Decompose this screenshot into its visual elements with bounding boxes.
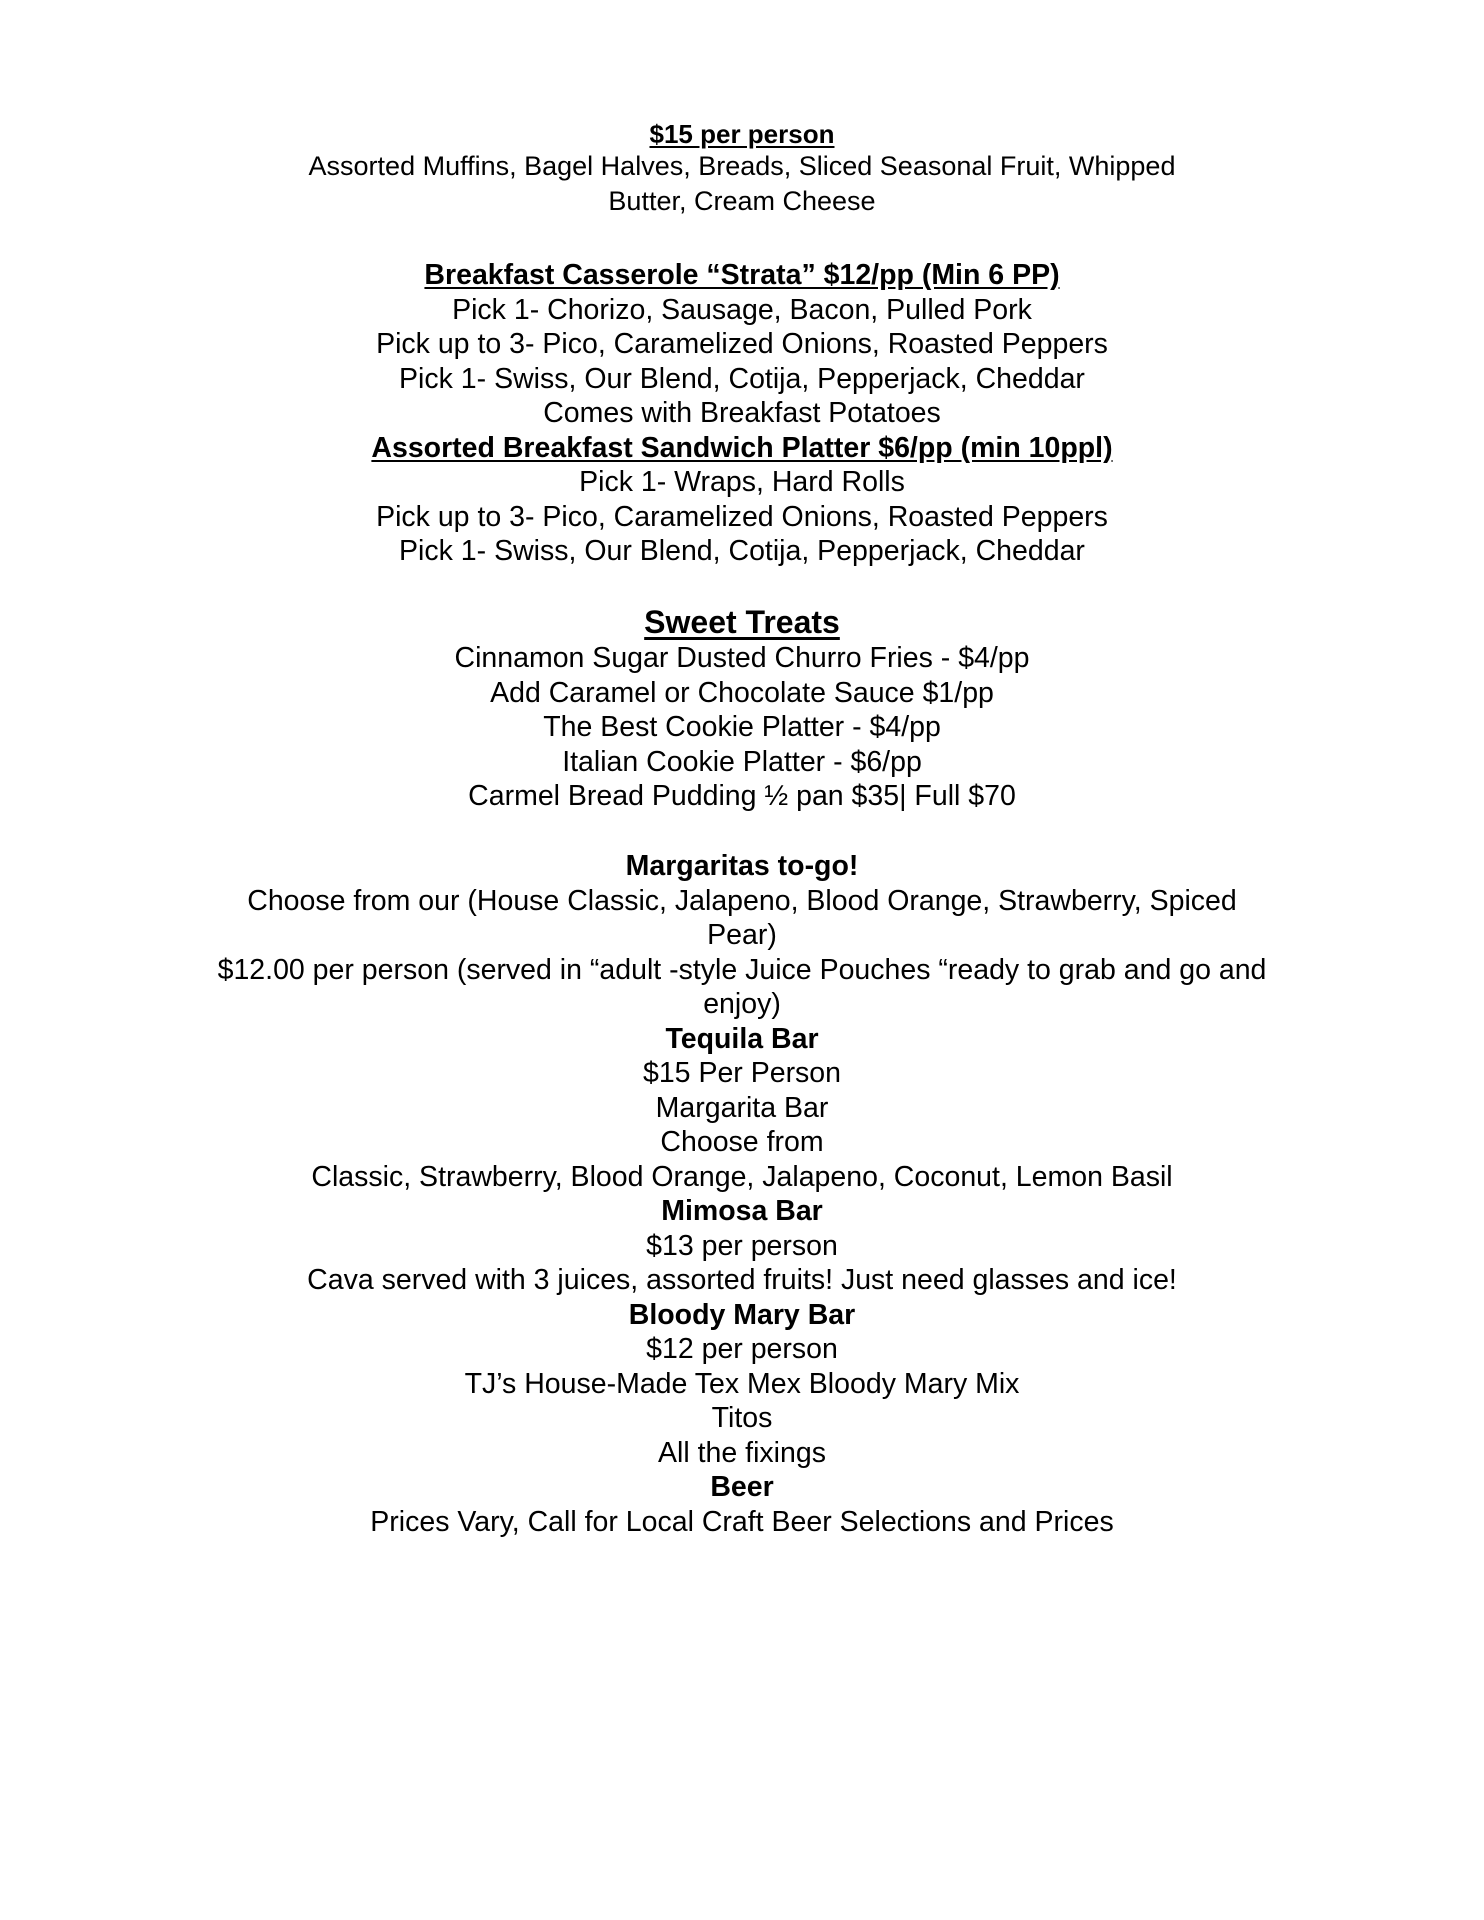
bloody-mary-bar-line: TJ’s House-Made Tex Mex Bloody Mary Mix bbox=[464, 1367, 1020, 1400]
bloody-mary-bar-line: All the fixings bbox=[658, 1436, 826, 1469]
casserole-line: Pick up to 3- Pico, Caramelized Onions, Roasted Peppers bbox=[376, 328, 1108, 360]
casserole-line: Pick 1- Chorizo, Sausage, Bacon, Pulled Pork bbox=[452, 293, 1032, 326]
margaritas-choose-text: Choose from our (House Classic, Jalapeno, Blood Orange, Strawberry, Spiced Pear) bbox=[247, 884, 1237, 951]
tequila-bar-heading: Tequila Bar bbox=[665, 1022, 819, 1055]
sweet-treat-item: The Best Cookie Platter - $4/pp bbox=[543, 711, 941, 743]
beer-heading: Beer bbox=[710, 1471, 774, 1503]
continental-description-line: Butter, Cream Cheese bbox=[608, 186, 876, 216]
tequila-bar-line: Choose from bbox=[660, 1126, 824, 1158]
sweet-treats-heading: Sweet Treats bbox=[644, 604, 840, 640]
continental-section bbox=[160, 119, 1324, 219]
drinks-section bbox=[160, 849, 1324, 1539]
continental-description-line: Assorted Muffins, Bagel Halves, Breads, Sliced Seasonal Fruit, Whipped bbox=[308, 151, 1176, 181]
bloody-mary-bar-line: Titos bbox=[711, 1402, 773, 1434]
casserole-line: Pick 1- Swiss, Our Blend, Cotija, Pepperjack, Cheddar bbox=[399, 362, 1085, 395]
sandwich-line: Pick 1- Wraps, Hard Rolls bbox=[579, 466, 905, 498]
tequila-bar-line: $15 Per Person bbox=[642, 1057, 842, 1089]
casserole-section bbox=[160, 258, 1324, 569]
continental-price-heading: $15 per person bbox=[649, 119, 835, 149]
casserole-heading: Breakfast Casserole “Strata” $12/pp (Min 6 PP) bbox=[424, 259, 1060, 291]
beer-line: Prices Vary, Call for Local Craft Beer Selections and Prices bbox=[370, 1505, 1114, 1538]
sweet-treats-section bbox=[160, 603, 1324, 814]
casserole-line: Comes with Breakfast Potatoes bbox=[543, 397, 941, 429]
bloody-mary-bar-line: $12 per person bbox=[646, 1333, 838, 1365]
sandwich-line: Pick up to 3- Pico, Caramelized Onions, Roasted Peppers bbox=[376, 500, 1108, 533]
tequila-bar-line: Classic, Strawberry, Blood Orange, Jalapeno, Coconut, Lemon Basil bbox=[311, 1160, 1173, 1193]
sweet-treat-item: Add Caramel or Chocolate Sauce $1/pp bbox=[490, 676, 994, 709]
mimosa-bar-line: Cava served with 3 juices, assorted fruits! Just need glasses and ice! bbox=[307, 1264, 1177, 1296]
margaritas-heading: Margaritas to-go! bbox=[625, 850, 859, 882]
tequila-bar-line: Margarita Bar bbox=[655, 1091, 829, 1124]
sweet-treat-item: Italian Cookie Platter - $6/pp bbox=[562, 745, 922, 778]
mimosa-bar-line: $13 per person bbox=[646, 1229, 838, 1262]
bloody-mary-bar-heading: Bloody Mary Bar bbox=[628, 1298, 856, 1331]
sweet-treat-item: Cinnamon Sugar Dusted Churro Fries - $4/pp bbox=[454, 642, 1030, 674]
mimosa-bar-heading: Mimosa Bar bbox=[661, 1195, 823, 1227]
sandwich-heading: Assorted Breakfast Sandwich Platter $6/pp (min 10ppl) bbox=[371, 431, 1113, 464]
sweet-treat-item: Carmel Bread Pudding ½ pan $35| Full $70 bbox=[468, 780, 1016, 812]
sandwich-line: Pick 1- Swiss, Our Blend, Cotija, Pepperjack, Cheddar bbox=[399, 535, 1085, 567]
margaritas-price-text: $12.00 per person (served in “adult -style Juice Pouches “ready to grab and go and enjoy) bbox=[217, 953, 1267, 1020]
